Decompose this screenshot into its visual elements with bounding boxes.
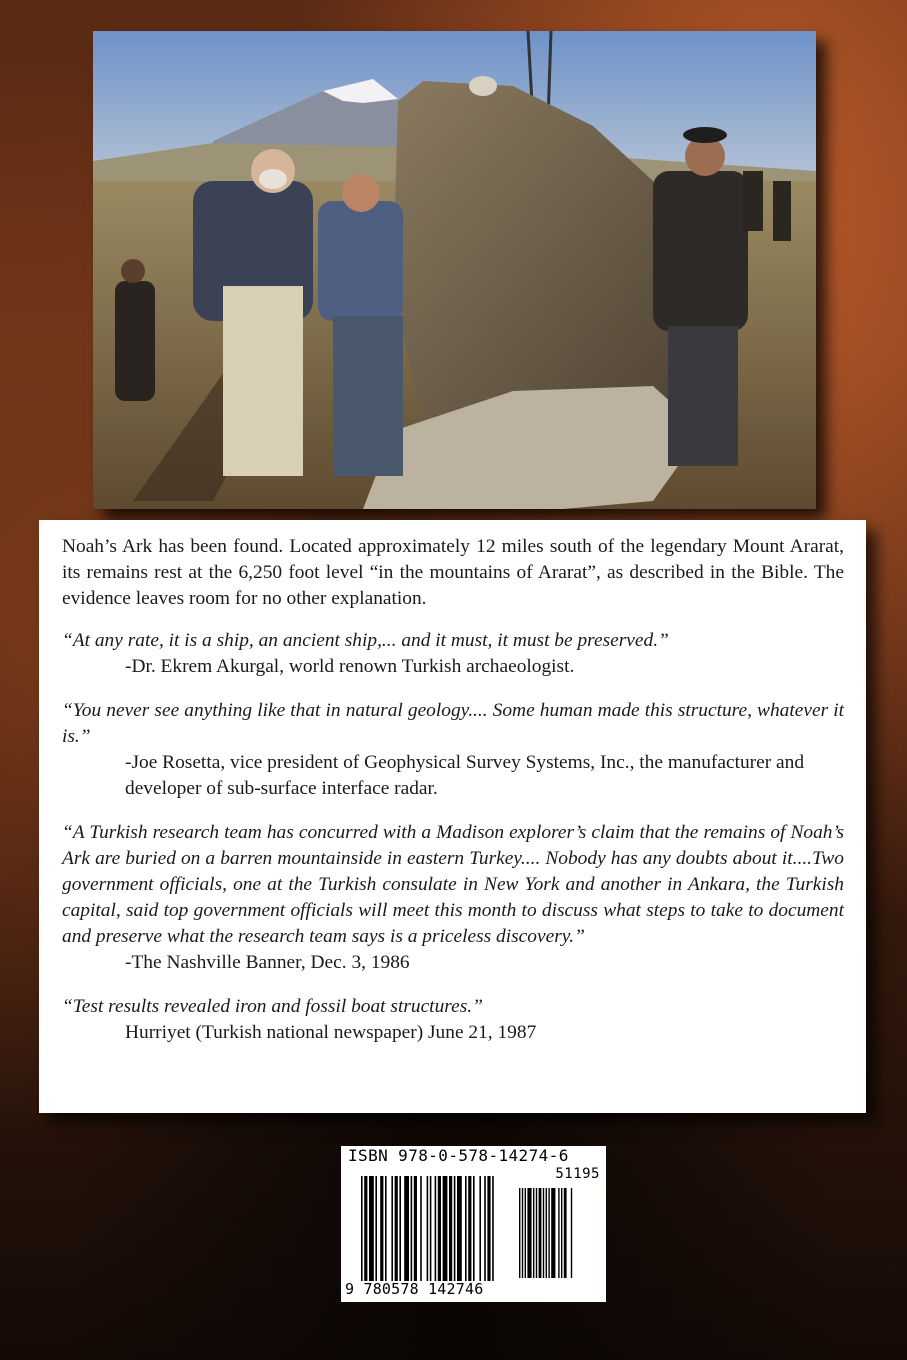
barcode-bar	[430, 1176, 432, 1281]
ean-number: 9 780578 142746	[345, 1280, 484, 1298]
barcode-bar	[391, 1176, 393, 1281]
barcode-bar	[385, 1176, 387, 1281]
barcode-bar	[427, 1176, 429, 1281]
intro-paragraph: Noah’s Ark has been found. Located approximately 12 miles south of the legendary Mount Ararat, its remains rest at the 6,250 foot level “in the mountains of Ararat”, as described in the Bible. The evidence leaves room for no other explanation.	[62, 536, 844, 609]
isbn-barcode	[341, 1146, 606, 1302]
barcode-bar	[468, 1176, 471, 1281]
barcode-bar	[380, 1176, 383, 1281]
quote-attribution: -The Nashville Banner, Dec. 3, 1986	[125, 952, 410, 973]
barcode-bar	[457, 1176, 462, 1281]
barcode-bar	[411, 1176, 413, 1281]
barcode-bar	[546, 1188, 547, 1278]
barcode-bar	[551, 1188, 555, 1278]
barcode-bar	[561, 1188, 562, 1278]
barcode-bar	[548, 1188, 549, 1278]
quote-block-4	[62, 994, 844, 1046]
quote-block-1	[62, 628, 844, 680]
barcode-bar	[539, 1188, 542, 1278]
barcode-bar	[527, 1188, 531, 1278]
barcode-bar	[443, 1176, 448, 1281]
quote-attribution: -Joe Rosetta, vice president of Geophysical Survey Systems, Inc., the manufacturer and developer of sub-surface interface radar.	[125, 752, 805, 799]
quote-text: “At any rate, it is a ship, an ancient ship,... and it must, it must be preserved.”	[62, 630, 669, 651]
barcode-bar	[543, 1188, 544, 1278]
quote-block-2	[62, 698, 844, 802]
quote-attribution: Hurriyet (Turkish national newspaper) June 21, 1987	[125, 1022, 537, 1043]
barcode-bar	[519, 1188, 520, 1278]
barcode-bar	[361, 1176, 363, 1281]
barcode-bar	[558, 1188, 559, 1278]
barcode-bar	[375, 1176, 377, 1281]
barcode-bar	[492, 1176, 494, 1281]
quote-text: “You never see anything like that in natural geology.... Some human made this structure, whatever it is.”	[62, 700, 844, 747]
price-code: 51195	[555, 1166, 600, 1182]
barcode-bar	[484, 1176, 486, 1281]
cover-photo	[93, 31, 816, 509]
barcode-bar	[369, 1176, 374, 1281]
barcode-bar	[564, 1188, 567, 1278]
photo-illustration	[93, 31, 816, 509]
quote-block-3	[62, 820, 844, 976]
barcode-bar	[414, 1176, 417, 1281]
barcode-bar	[404, 1176, 409, 1281]
barcode-bars	[341, 1166, 606, 1284]
barcode-bar	[522, 1188, 523, 1278]
barcode-bar	[473, 1176, 475, 1281]
barcode-bar	[536, 1188, 537, 1278]
barcode-bar	[449, 1176, 452, 1281]
quote-text: “A Turkish research team has concurred with a Madison explorer’s claim that the remains of Noah’s Ark are buried on a barren mountainside in eastern Turkey.... Nobody has any doubts about it....Two government officials, one at the Turkish consulate in New York and another in Ankara, the Turkish capital, said top government officials will meet this month to discuss what steps to take to document and preserve what the research team says is a priceless discovery.”	[62, 822, 844, 947]
quote-attribution: -Dr. Ekrem Akurgal, world renown Turkish archaeologist.	[125, 656, 575, 677]
barcode-bar	[571, 1188, 572, 1278]
barcode-bar	[438, 1176, 441, 1281]
barcode-bar	[487, 1176, 490, 1281]
barcode-bar	[454, 1176, 456, 1281]
barcode-bar	[465, 1176, 467, 1281]
barcode-bar	[435, 1176, 437, 1281]
barcode-bar	[420, 1176, 422, 1281]
barcode-bar	[399, 1176, 401, 1281]
quote-text: “Test results revealed iron and fossil boat structures.”	[62, 996, 483, 1017]
barcode-bar	[533, 1188, 534, 1278]
barcode-bar	[395, 1176, 398, 1281]
barcode-bar	[364, 1176, 367, 1281]
barcode-bar	[525, 1188, 526, 1278]
isbn-label: ISBN 978-0-578-14274-6	[348, 1146, 569, 1165]
text-panel	[39, 520, 866, 1113]
barcode-bar	[479, 1176, 481, 1281]
